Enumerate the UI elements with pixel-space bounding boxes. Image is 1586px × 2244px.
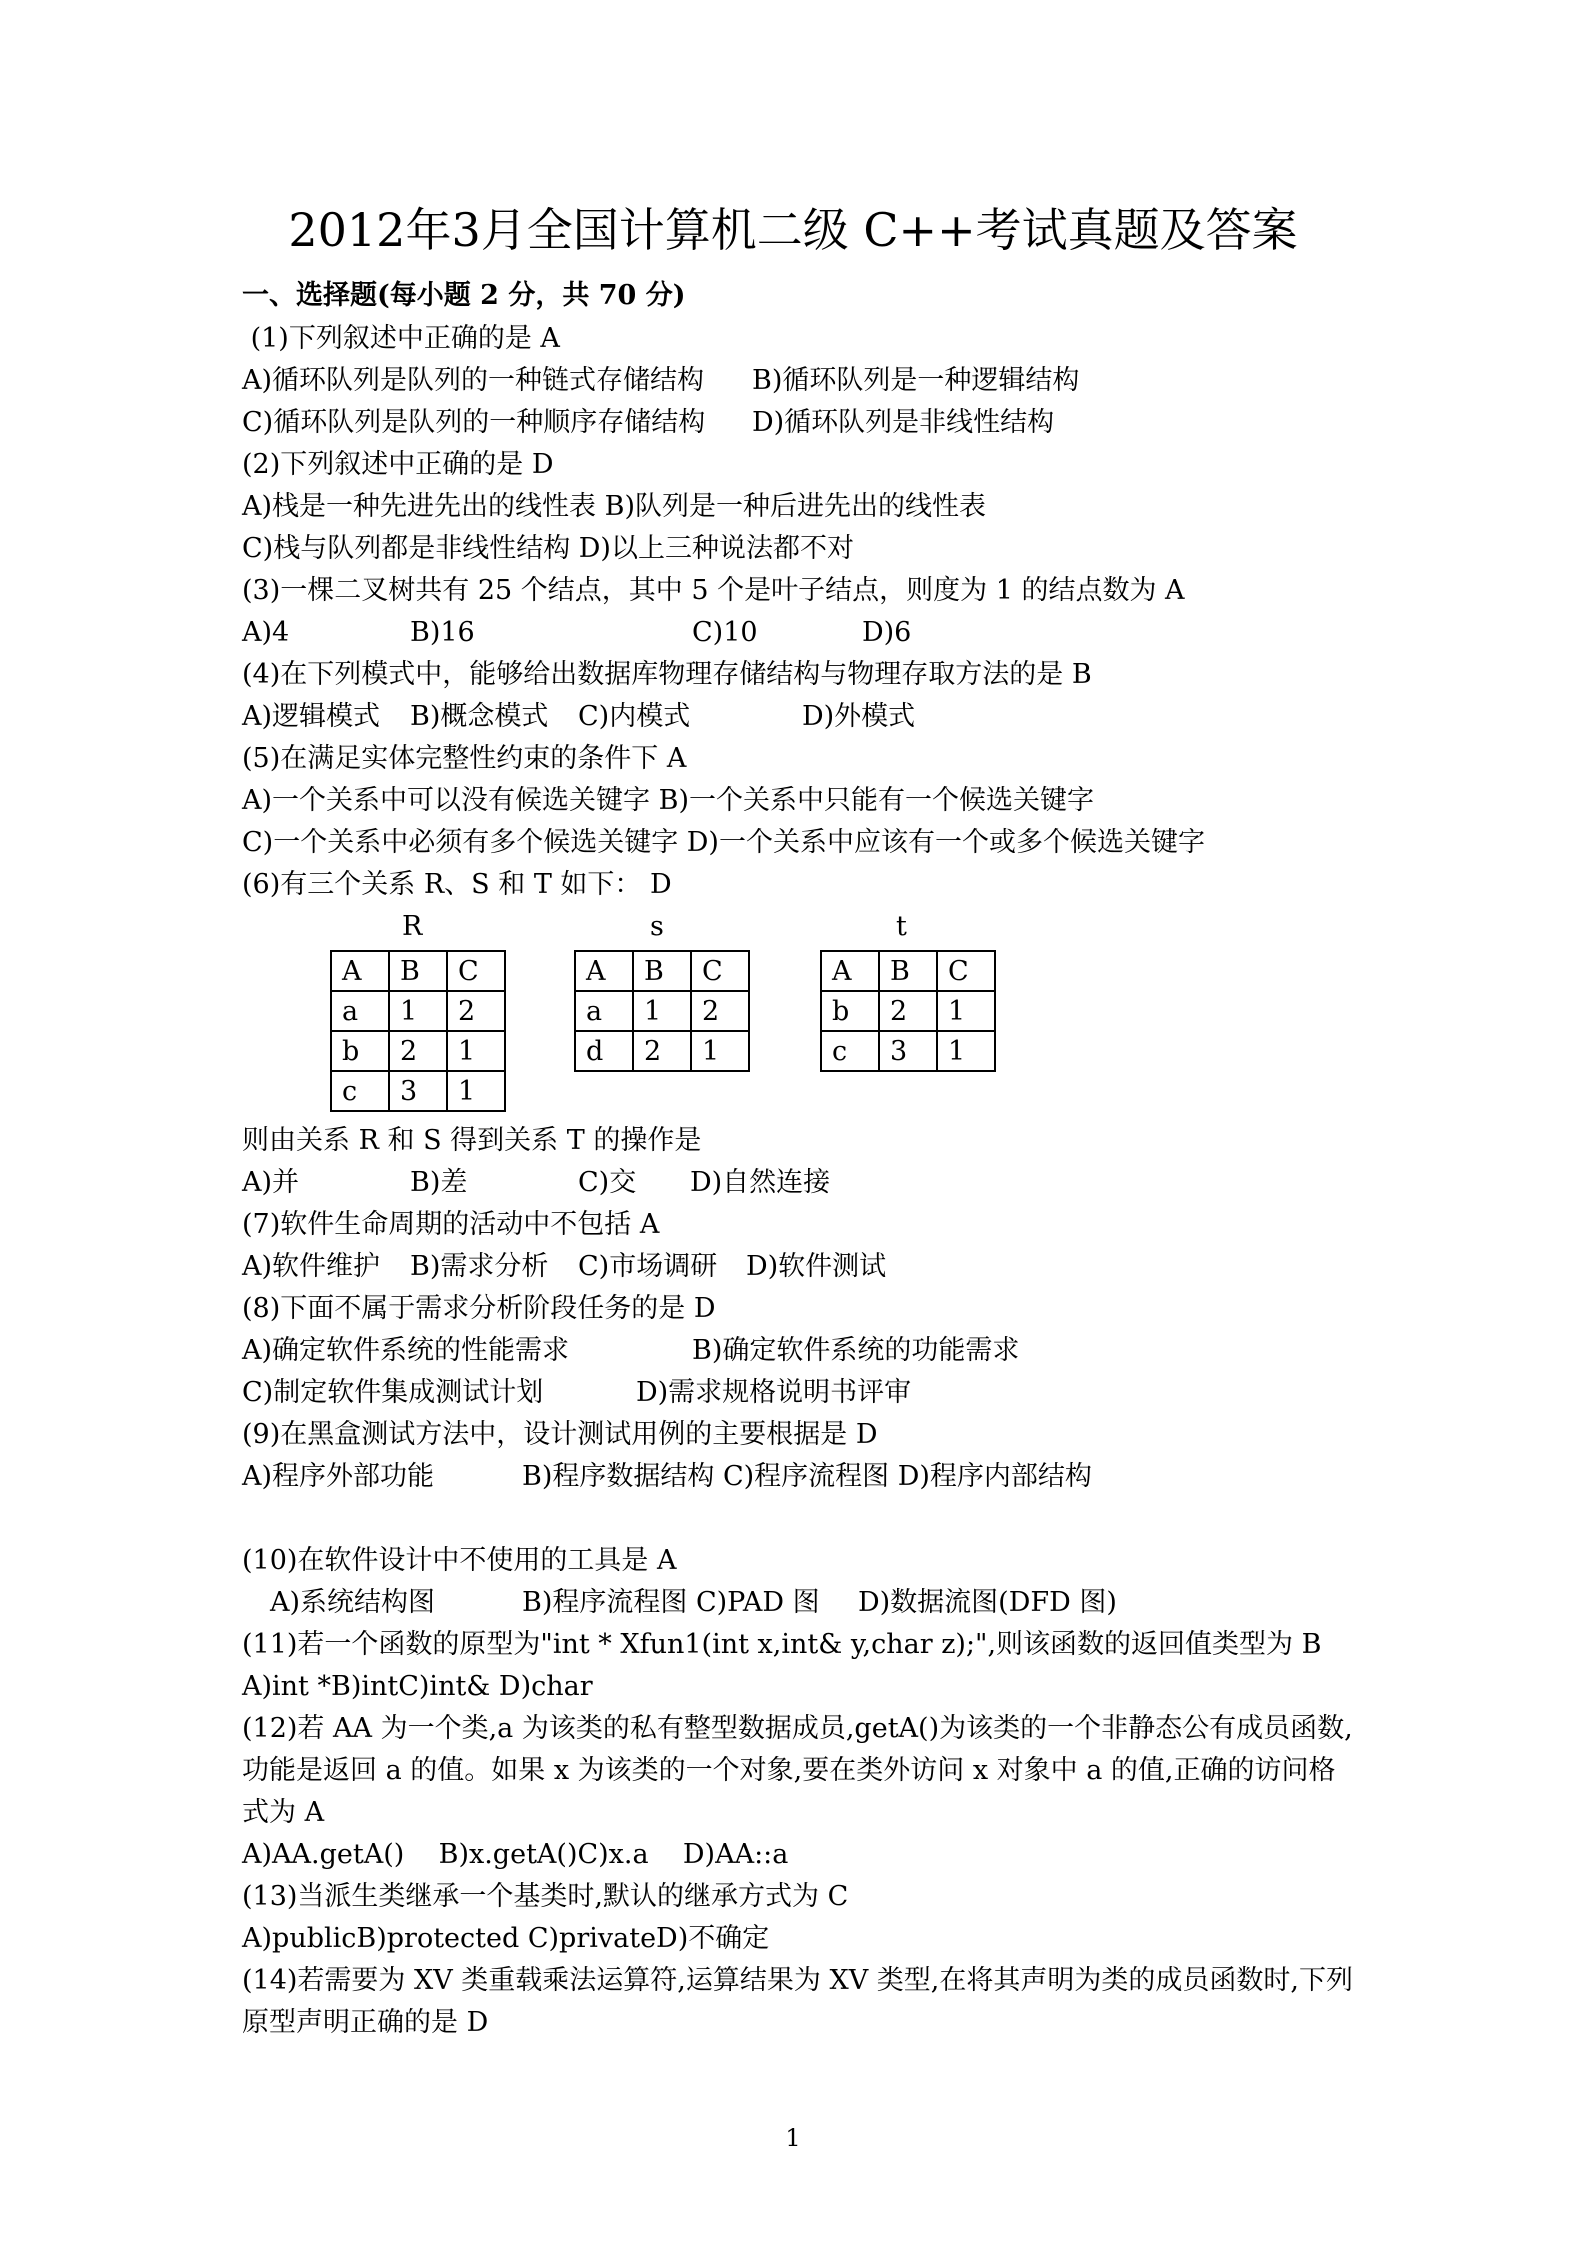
- table-row: [331, 1071, 505, 1111]
- table-cell: b: [331, 1031, 389, 1071]
- document-title: 2012年3月全国计算机二级 C++考试真题及答案: [288, 203, 1298, 257]
- table-cell: 1: [447, 1031, 505, 1071]
- q7-option-c: C)市场调研: [578, 1251, 718, 1282]
- q3-stem: (3)一棵二叉树共有 25 个结点，其中 5 个是叶子结点，则度为 1 的结点数为 A: [242, 575, 1185, 606]
- table-cell: A: [575, 951, 633, 991]
- q6-option-c: C)交: [578, 1167, 637, 1198]
- q2-stem: (2)下列叙述中正确的是 D: [242, 449, 554, 480]
- table-cell: d: [575, 1031, 633, 1071]
- q10-option-bc: B)程序流程图 C)PAD 图: [522, 1587, 820, 1618]
- table-label-t: t: [896, 911, 907, 942]
- q9-stem: (9)在黑盒测试方法中，设计测试用例的主要根据是 D: [242, 1419, 878, 1450]
- table-cell: c: [331, 1071, 389, 1111]
- relation-r-table: [330, 950, 506, 1112]
- q6-option-a: A)并: [242, 1167, 300, 1198]
- q6-options: [242, 1162, 1362, 1204]
- table-label-s: s: [650, 911, 664, 942]
- table-cell: 1: [937, 1031, 995, 1071]
- q1-option-c: C)循环队列是队列的一种顺序存储结构: [242, 407, 706, 438]
- q7-option-b: B)需求分析: [410, 1251, 549, 1282]
- table-label-r: R: [402, 911, 423, 942]
- table-cell: 1: [937, 991, 995, 1031]
- q11-options: A)int *B)intC)int& D)char: [242, 1671, 593, 1702]
- q8-option-c: C)制定软件集成测试计划: [242, 1377, 544, 1408]
- table-row: [821, 951, 995, 991]
- q3-options: [242, 612, 1362, 654]
- q8-option-a: A)确定软件系统的性能需求: [242, 1335, 570, 1366]
- q6-stem: (6)有三个关系 R、S 和 T 如下： D: [242, 869, 672, 900]
- q3-option-a: A)4: [242, 617, 290, 648]
- q9-option-bcd: B)程序数据结构 C)程序流程图 D)程序内部结构: [522, 1461, 1092, 1492]
- q10-options: [242, 1582, 1362, 1624]
- table-row: [575, 991, 749, 1031]
- q12-options: A)AA.getA() B)x.getA()C)x.a D)AA::a: [242, 1839, 789, 1870]
- q4-options: [242, 696, 1362, 738]
- q8-stem: (8)下面不属于需求分析阶段任务的是 D: [242, 1293, 716, 1324]
- q4-option-d: D)外模式: [802, 701, 916, 732]
- table-cell: 1: [447, 1071, 505, 1111]
- q2-options-cd: C)栈与队列都是非线性结构 D)以上三种说法都不对: [242, 533, 854, 564]
- table-cell: B: [389, 951, 447, 991]
- table-cell: a: [575, 991, 633, 1031]
- q3-option-c: C)10: [692, 617, 758, 648]
- q6-table-labels: [242, 906, 1362, 948]
- q10-stem: (10)在软件设计中不使用的工具是 A: [242, 1545, 677, 1576]
- q1-options-ab: [242, 360, 1362, 402]
- table-row: [331, 1031, 505, 1071]
- table-cell: C: [937, 951, 995, 991]
- table-cell: C: [691, 951, 749, 991]
- q3-option-d: D)6: [862, 617, 912, 648]
- table-cell: 3: [389, 1071, 447, 1111]
- table-cell: 2: [389, 1031, 447, 1071]
- q12-stem-line1: (12)若 AA 为一个类,a 为该类的私有整型数据成员,getA()为该类的一个非静态公有成员函数,: [242, 1713, 1353, 1744]
- q1-options-cd: [242, 402, 1362, 444]
- table-row: [821, 991, 995, 1031]
- table-cell: 3: [879, 1031, 937, 1071]
- page-number: 1: [785, 2124, 801, 2152]
- q4-option-a: A)逻辑模式: [242, 701, 381, 732]
- table-cell: B: [879, 951, 937, 991]
- q14-stem-line2: 原型声明正确的是 D: [242, 2007, 489, 2038]
- q4-stem: (4)在下列模式中，能够给出数据库物理存储结构与物理存取方法的是 B: [242, 659, 1092, 690]
- q9-option-a: A)程序外部功能: [242, 1461, 435, 1492]
- section-heading: 一、选择题(每小题 2 分，共 70 分): [242, 280, 686, 311]
- table-cell: a: [331, 991, 389, 1031]
- table-cell: 1: [633, 991, 691, 1031]
- q6-after-text: 则由关系 R 和 S 得到关系 T 的操作是: [242, 1125, 702, 1156]
- q13-options: A)publicB)protected C)privateD)不确定: [242, 1923, 770, 1954]
- q13-stem: (13)当派生类继承一个基类时,默认的继承方式为 C: [242, 1881, 849, 1912]
- table-cell: 1: [389, 991, 447, 1031]
- table-row: [575, 951, 749, 991]
- table-cell: c: [821, 1031, 879, 1071]
- table-cell: A: [331, 951, 389, 991]
- q7-options: [242, 1246, 1362, 1288]
- q8-options-cd: [242, 1372, 1362, 1414]
- q4-option-b: B)概念模式: [410, 701, 549, 732]
- table-row: [575, 1031, 749, 1071]
- q11-stem: (11)若一个函数的原型为"int * Xfun1(int x,int& y,char z);",则该函数的返回值类型为 B: [242, 1629, 1322, 1660]
- relation-s-table: [574, 950, 750, 1072]
- q9-options: [242, 1456, 1362, 1498]
- q1-option-a: A)循环队列是队列的一种链式存储结构: [242, 365, 705, 396]
- q1-option-b: B)循环队列是一种逻辑结构: [752, 365, 1080, 396]
- q10-option-d: D)数据流图(DFD 图): [858, 1587, 1117, 1618]
- q14-stem-line1: (14)若需要为 XV 类重载乘法运算符,运算结果为 XV 类型,在将其声明为类的成员函数时,下列: [242, 1965, 1353, 1996]
- table-cell: 2: [879, 991, 937, 1031]
- q7-option-a: A)软件维护: [242, 1251, 381, 1282]
- table-cell: 1: [691, 1031, 749, 1071]
- table-row: [331, 951, 505, 991]
- table-cell: 2: [691, 991, 749, 1031]
- table-cell: 2: [633, 1031, 691, 1071]
- q8-option-d: D)需求规格说明书评审: [636, 1377, 912, 1408]
- blank-line: [242, 1498, 1362, 1540]
- q3-option-b: B)16: [410, 617, 475, 648]
- q10-option-a: A)系统结构图: [270, 1587, 436, 1618]
- table-row: [821, 1031, 995, 1071]
- question-list: [242, 318, 1362, 2044]
- q5-options-ab: A)一个关系中可以没有候选关键字 B)一个关系中只能有一个候选关键字: [242, 785, 1094, 816]
- q1-stem: (1)下列叙述中正确的是 A: [242, 323, 560, 354]
- table-cell: B: [633, 951, 691, 991]
- q12-stem-line2: 功能是返回 a 的值。如果 x 为该类的一个对象,要在类外访问 x 对象中 a 的值,正确的访问格: [242, 1755, 1336, 1786]
- q7-option-d: D)软件测试: [746, 1251, 887, 1282]
- q4-option-c: C)内模式: [578, 701, 691, 732]
- q5-stem: (5)在满足实体完整性约束的条件下 A: [242, 743, 687, 774]
- q6-option-b: B)差: [410, 1167, 468, 1198]
- q8-options-ab: [242, 1330, 1362, 1372]
- table-cell: A: [821, 951, 879, 991]
- q8-option-b: B)确定软件系统的功能需求: [692, 1335, 1020, 1366]
- q7-stem: (7)软件生命周期的活动中不包括 A: [242, 1209, 660, 1240]
- q1-option-d: D)循环队列是非线性结构: [752, 407, 1055, 438]
- q6-option-d: D)自然连接: [690, 1167, 831, 1198]
- q2-options-ab: A)栈是一种先进先出的线性表 B)队列是一种后进先出的线性表: [242, 491, 986, 522]
- q6-relation-tables: [242, 948, 1362, 1120]
- table-cell: 2: [447, 991, 505, 1031]
- relation-t-table: [820, 950, 996, 1072]
- table-cell: C: [447, 951, 505, 991]
- q5-options-cd: C)一个关系中必须有多个候选关键字 D)一个关系中应该有一个或多个候选关键字: [242, 827, 1205, 858]
- table-row: [331, 991, 505, 1031]
- table-cell: b: [821, 991, 879, 1031]
- q12-stem-line3: 式为 A: [242, 1797, 325, 1828]
